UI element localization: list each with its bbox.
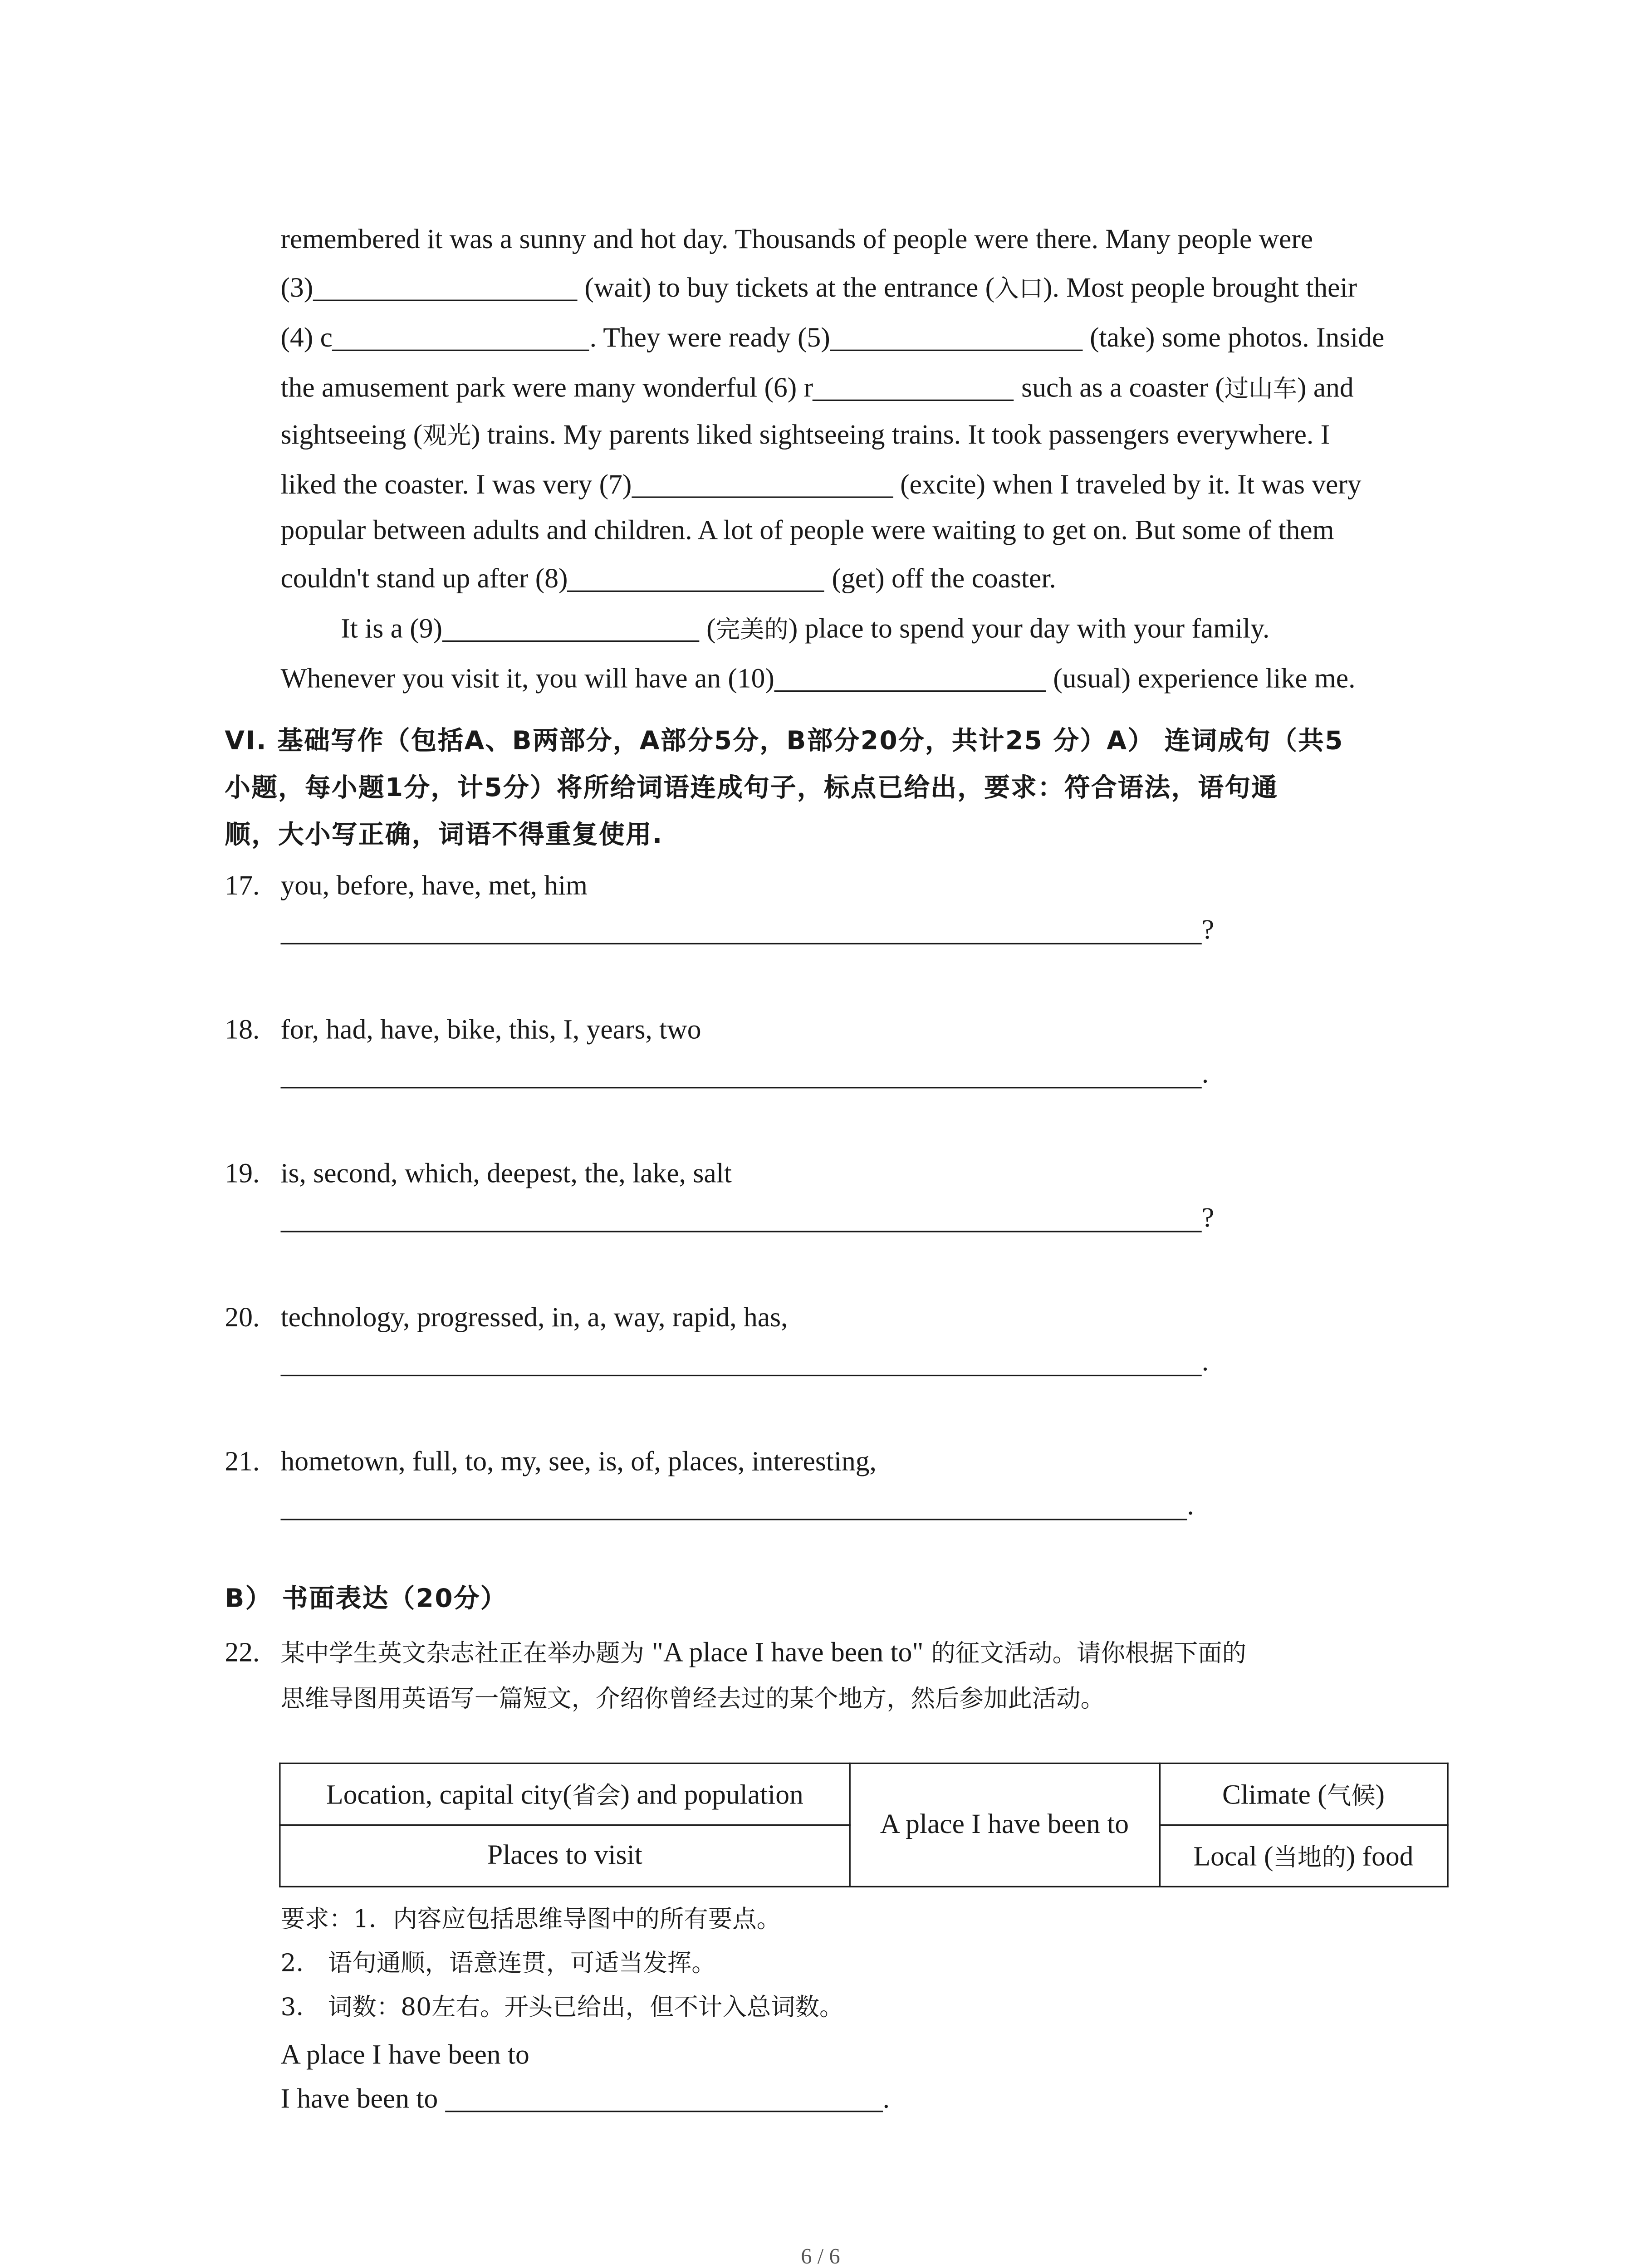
passage-text: ) place to spend your day with your family.: [788, 614, 1270, 645]
passage-line-8: [280, 566, 1455, 594]
blank-label-7: liked the coaster. I was very (7): [280, 470, 632, 501]
page-number: 6 / 6: [801, 2246, 840, 2268]
passage-line-10: [280, 665, 1455, 694]
mind-map-center: A place I have been to: [850, 1763, 1159, 1887]
section-heading-line-2: 小题，每小题1分，计5分）将所给词语连成句子，标点已给出，要求：符合语法，语句通: [225, 774, 1279, 804]
passage-text: ) trains. My parents liked sightseeing trains. It took passengers everywhere. I: [471, 420, 1330, 451]
passage-line-4: [280, 375, 1455, 403]
cell-cjk-gloss: 省会: [572, 1781, 621, 1810]
question-words: hometown, full, to, my, see, is, of, places, interesting,: [280, 1447, 877, 1478]
blank-label-3: (3): [280, 273, 314, 304]
prompt-title: "A place I have been to": [652, 1637, 924, 1669]
passage-text: ) and: [1297, 373, 1354, 404]
passage-text: such as a coaster (: [1014, 373, 1225, 404]
passage-text: (get) off the coaster.: [825, 564, 1056, 595]
blank-3[interactable]: [313, 276, 578, 301]
question-number: 22.: [225, 1637, 260, 1669]
answer-punctuation: .: [1201, 1347, 1209, 1378]
blank-8[interactable]: [568, 567, 825, 592]
cell-text: Climate (: [1222, 1780, 1327, 1811]
answer-line[interactable]: [280, 1519, 1187, 1520]
cell-text: Location, capital city(: [326, 1780, 572, 1811]
cell-cjk-gloss: 气候: [1327, 1781, 1376, 1810]
passage-text: (take) some photos. Inside: [1083, 323, 1385, 354]
question-number: 17.: [225, 871, 260, 902]
blank-4[interactable]: [333, 326, 590, 351]
essay-start-line: [280, 2086, 889, 2114]
blank-6[interactable]: [813, 376, 1014, 401]
passage-cjk-gloss: 观光: [422, 421, 471, 450]
question-number: 19.: [225, 1158, 260, 1190]
question-number: 20.: [225, 1303, 260, 1334]
question-number: 18.: [225, 1015, 260, 1046]
passage-line-2: [280, 275, 1455, 303]
cell-cjk-gloss: 当地的: [1273, 1843, 1346, 1872]
passage-cjk-gloss: 过山车: [1224, 374, 1297, 403]
essay-start-punct: .: [882, 2084, 890, 2115]
passage-line-1: remembered it was a sunny and hot day. Thousands of people were there. Many people were: [280, 225, 1313, 256]
cell-text: ): [1375, 1780, 1385, 1811]
requirement-2: 2． 语句通顺，语意连贯，可适当发挥。: [280, 1949, 716, 1977]
passage-line-3: [280, 325, 1455, 353]
passage-text: (: [699, 614, 716, 645]
answer-line[interactable]: [280, 943, 1201, 944]
part-b-heading: B） 书面表达（20分）: [225, 1584, 507, 1614]
blank-7[interactable]: [632, 473, 893, 498]
section-heading-line-3: 顺，大小写正确，词语不得重复使用.: [225, 821, 663, 850]
passage-text: . They were ready (5): [589, 323, 830, 354]
passage-line-5: [280, 421, 1455, 450]
answer-punctuation: ?: [1201, 915, 1215, 946]
cell-text: Local (: [1193, 1842, 1274, 1873]
answer-line[interactable]: [280, 1375, 1201, 1376]
blank-5[interactable]: [830, 326, 1083, 351]
question-words: you, before, have, met, him: [280, 871, 588, 902]
blank-label-6: the amusement park were many wonderful (6) r: [280, 373, 813, 404]
mind-map-table: [279, 1763, 1449, 1887]
passage-text: (wait) to buy tickets at the entrance (: [578, 273, 995, 304]
passage-text: sightseeing (: [280, 420, 423, 451]
question-words: for, had, have, bike, this, I, years, two: [280, 1015, 701, 1046]
question-number: 21.: [225, 1447, 260, 1478]
mind-map-food: [1159, 1825, 1448, 1887]
answer-punctuation: .: [1187, 1491, 1194, 1522]
prompt-text: 的征文活动。请你根据下面的: [923, 1639, 1247, 1667]
blank-10[interactable]: [774, 667, 1046, 692]
prompt-text: 某中学生英文杂志社正在举办题为: [280, 1639, 652, 1667]
requirement-1: 要求：1．内容应包括思维导图中的所有要点。: [280, 1905, 781, 1933]
essay-prompt-line-2: 思维导图用英语写一篇短文，介绍你曾经去过的某个地方，然后参加此活动。: [280, 1685, 1105, 1713]
passage-text: (excite) when I traveled by it. It was very: [893, 470, 1362, 501]
essay-start-title: A place I have been to: [280, 2040, 529, 2071]
blank-label-4: (4) c: [280, 323, 333, 354]
answer-line[interactable]: [280, 1231, 1201, 1232]
blank-label-8: couldn't stand up after (8): [280, 564, 568, 595]
blank-9[interactable]: [442, 617, 700, 642]
passage-line-6: [280, 471, 1455, 499]
question-words: is, second, which, deepest, the, lake, salt: [280, 1158, 732, 1190]
answer-punctuation: ?: [1201, 1203, 1215, 1234]
place-blank[interactable]: [445, 2087, 883, 2112]
answer-punctuation: .: [1201, 1059, 1209, 1090]
passage-line-9: [341, 616, 1516, 644]
passage-cjk-gloss: 入口: [994, 274, 1043, 303]
blank-label-10: Whenever you visit it, you will have an (10): [280, 664, 774, 695]
section-heading-line-1: VI. 基础写作（包括A、B两部分，A部分5分，B部分20分，共计25 分）A） 连词成句（共5: [225, 727, 1344, 757]
mind-map-climate: [1159, 1763, 1448, 1825]
answer-line[interactable]: [280, 1087, 1201, 1088]
mind-map-location: [280, 1763, 850, 1825]
cell-text: ) food: [1346, 1842, 1414, 1873]
blank-label-9: It is a (9): [341, 614, 443, 645]
cell-text: ) and population: [620, 1780, 803, 1811]
mind-map-places: Places to visit: [280, 1825, 850, 1887]
essay-start-text: I have been to: [280, 2084, 445, 2115]
essay-prompt-line-1: [280, 1639, 1246, 1667]
passage-text: ). Most people brought their: [1043, 273, 1357, 304]
passage-text: (usual) experience like me.: [1046, 664, 1356, 695]
requirement-3: 3． 词数：80左右。开头已给出，但不计入总词数。: [280, 1993, 844, 2021]
passage-cjk-gloss: 完美的: [715, 615, 789, 644]
question-words: technology, progressed, in, a, way, rapid, has,: [280, 1303, 788, 1334]
passage-line-7: popular between adults and children. A lot of people were waiting to get on. But some of them: [280, 515, 1334, 547]
